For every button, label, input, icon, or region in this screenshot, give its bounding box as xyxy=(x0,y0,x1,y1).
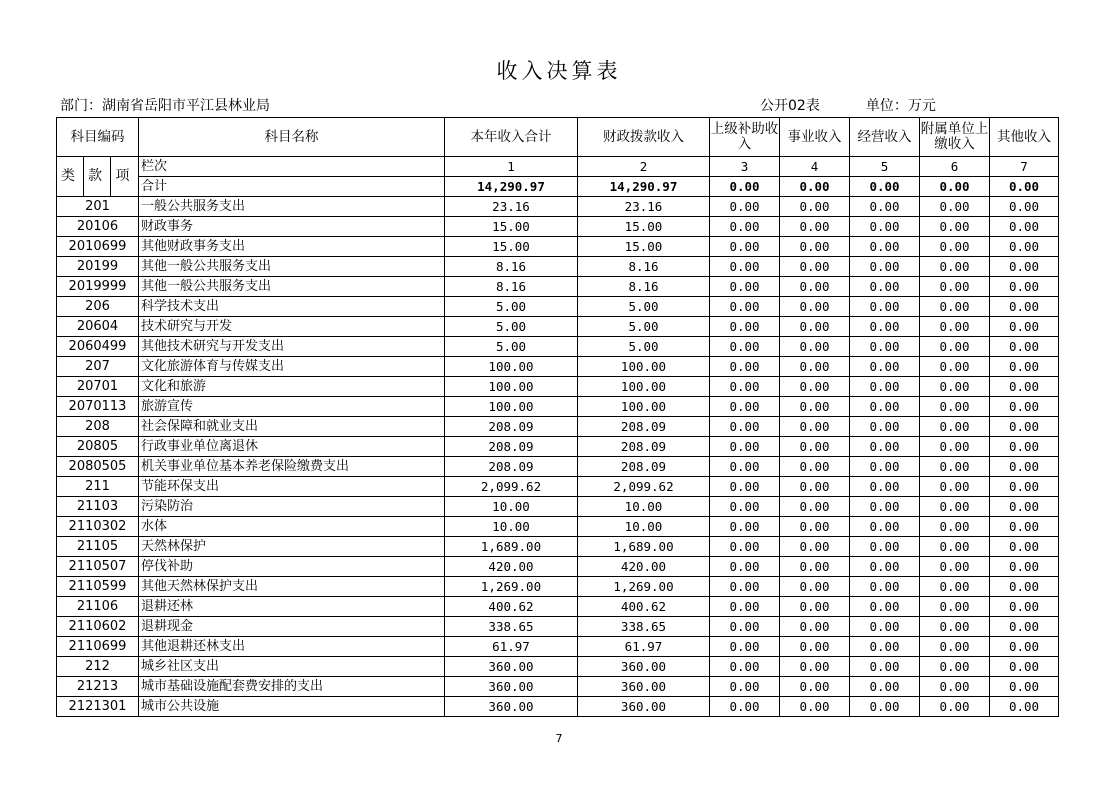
amount-cell: 0.00 xyxy=(780,297,850,317)
amount-cell: 8.16 xyxy=(578,277,710,297)
subject-name: 水体 xyxy=(139,517,445,537)
amount-cell: 0.00 xyxy=(710,397,780,417)
table-row xyxy=(57,397,1059,417)
amount-cell: 100.00 xyxy=(578,397,710,417)
amount-cell: 1,269.00 xyxy=(578,577,710,597)
amount-cell: 0.00 xyxy=(710,197,780,217)
amount-cell: 0.00 xyxy=(850,497,920,517)
amount-cell: 0.00 xyxy=(920,697,990,717)
table-row xyxy=(57,557,1059,577)
amount-cell: 0.00 xyxy=(710,697,780,717)
amount-cell: 0.00 xyxy=(780,237,850,257)
header-fiscal: 财政拨款收入 xyxy=(578,118,710,157)
subject-code: 2070113 xyxy=(57,397,139,417)
subject-code: 20604 xyxy=(57,317,139,337)
amount-cell: 0.00 xyxy=(920,577,990,597)
amount-cell: 0.00 xyxy=(710,377,780,397)
column-index: 6 xyxy=(920,157,990,177)
header-business: 事业收入 xyxy=(780,118,850,157)
amount-cell: 0.00 xyxy=(990,397,1059,417)
amount-cell: 0.00 xyxy=(920,537,990,557)
amount-cell: 0.00 xyxy=(780,397,850,417)
amount-cell: 0.00 xyxy=(710,617,780,637)
amount-cell: 338.65 xyxy=(578,617,710,637)
amount-cell: 0.00 xyxy=(710,477,780,497)
amount-cell: 0.00 xyxy=(990,457,1059,477)
amount-cell: 0.00 xyxy=(990,237,1059,257)
amount-cell: 0.00 xyxy=(780,497,850,517)
amount-cell: 5.00 xyxy=(445,297,578,317)
header-kuan: 款 xyxy=(84,157,111,197)
amount-cell: 0.00 xyxy=(920,397,990,417)
amount-cell: 0.00 xyxy=(780,197,850,217)
page-number: 7 xyxy=(555,732,563,745)
subject-code: 2110602 xyxy=(57,617,139,637)
subject-name: 一般公共服务支出 xyxy=(139,197,445,217)
amount-cell: 5.00 xyxy=(578,317,710,337)
subject-code: 2110599 xyxy=(57,577,139,597)
table-row xyxy=(57,217,1059,237)
amount-cell: 100.00 xyxy=(445,357,578,377)
amount-cell: 15.00 xyxy=(578,217,710,237)
amount-cell: 0.00 xyxy=(780,617,850,637)
amount-cell: 0.00 xyxy=(850,517,920,537)
amount-cell: 0.00 xyxy=(780,697,850,717)
subject-name: 污染防治 xyxy=(139,497,445,517)
amount-cell: 0.00 xyxy=(850,437,920,457)
amount-cell: 100.00 xyxy=(445,397,578,417)
subject-name: 退耕现金 xyxy=(139,617,445,637)
amount-cell: 0.00 xyxy=(920,657,990,677)
subject-name: 其他退耕还林支出 xyxy=(139,637,445,657)
amount-cell: 420.00 xyxy=(578,557,710,577)
subject-name: 退耕还林 xyxy=(139,597,445,617)
amount-cell: 0.00 xyxy=(990,557,1059,577)
total-value: 0.00 xyxy=(710,177,780,197)
amount-cell: 0.00 xyxy=(780,537,850,557)
amount-cell: 400.62 xyxy=(445,597,578,617)
amount-cell: 0.00 xyxy=(920,417,990,437)
amount-cell: 338.65 xyxy=(445,617,578,637)
amount-cell: 208.09 xyxy=(578,437,710,457)
amount-cell: 0.00 xyxy=(780,577,850,597)
amount-cell: 100.00 xyxy=(578,377,710,397)
amount-cell: 0.00 xyxy=(850,317,920,337)
subject-code: 2010699 xyxy=(57,237,139,257)
subject-name: 节能环保支出 xyxy=(139,477,445,497)
total-value: 0.00 xyxy=(780,177,850,197)
amount-cell: 0.00 xyxy=(780,377,850,397)
subject-code: 2110302 xyxy=(57,517,139,537)
amount-cell: 0.00 xyxy=(710,277,780,297)
table-row xyxy=(57,697,1059,717)
table-code: 公开02表 xyxy=(760,98,820,114)
table-row xyxy=(57,577,1059,597)
amount-cell: 61.97 xyxy=(578,637,710,657)
amount-cell: 0.00 xyxy=(780,557,850,577)
subject-code: 2060499 xyxy=(57,337,139,357)
column-index: 7 xyxy=(990,157,1059,177)
amount-cell: 0.00 xyxy=(710,457,780,477)
total-value: 0.00 xyxy=(850,177,920,197)
amount-cell: 0.00 xyxy=(920,557,990,577)
subject-code: 208 xyxy=(57,417,139,437)
amount-cell: 0.00 xyxy=(710,657,780,677)
subject-name: 旅游宣传 xyxy=(139,397,445,417)
revenue-table xyxy=(56,117,1059,717)
amount-cell: 0.00 xyxy=(850,537,920,557)
table-row xyxy=(57,477,1059,497)
amount-cell: 0.00 xyxy=(920,257,990,277)
amount-cell: 0.00 xyxy=(990,617,1059,637)
amount-cell: 2,099.62 xyxy=(445,477,578,497)
amount-cell: 0.00 xyxy=(990,257,1059,277)
amount-cell: 0.00 xyxy=(920,317,990,337)
subject-name: 技术研究与开发 xyxy=(139,317,445,337)
column-index: 3 xyxy=(710,157,780,177)
amount-cell: 0.00 xyxy=(920,337,990,357)
subject-code: 21103 xyxy=(57,497,139,517)
amount-cell: 2,099.62 xyxy=(578,477,710,497)
unit-label: 单位：万元 xyxy=(865,98,936,114)
subject-name: 其他技术研究与开发支出 xyxy=(139,337,445,357)
amount-cell: 0.00 xyxy=(990,217,1059,237)
subject-code: 2110507 xyxy=(57,557,139,577)
amount-cell: 10.00 xyxy=(578,497,710,517)
department-label: 部门：湖南省岳阳市平江县林业局 xyxy=(60,98,270,114)
amount-cell: 0.00 xyxy=(920,377,990,397)
amount-cell: 360.00 xyxy=(445,677,578,697)
amount-cell: 15.00 xyxy=(445,217,578,237)
amount-cell: 1,689.00 xyxy=(578,537,710,557)
amount-cell: 0.00 xyxy=(920,677,990,697)
subject-name: 社会保障和就业支出 xyxy=(139,417,445,437)
table-row xyxy=(57,537,1059,557)
amount-cell: 0.00 xyxy=(850,457,920,477)
amount-cell: 360.00 xyxy=(578,657,710,677)
amount-cell: 0.00 xyxy=(710,417,780,437)
subject-code: 212 xyxy=(57,657,139,677)
amount-cell: 0.00 xyxy=(780,597,850,617)
amount-cell: 8.16 xyxy=(445,277,578,297)
amount-cell: 0.00 xyxy=(990,517,1059,537)
amount-cell: 0.00 xyxy=(920,497,990,517)
table-row xyxy=(57,677,1059,697)
amount-cell: 100.00 xyxy=(445,377,578,397)
amount-cell: 0.00 xyxy=(920,277,990,297)
subject-name: 城市公共设施 xyxy=(139,697,445,717)
amount-cell: 0.00 xyxy=(850,357,920,377)
table-row xyxy=(57,257,1059,277)
amount-cell: 61.97 xyxy=(445,637,578,657)
table-row xyxy=(57,357,1059,377)
amount-cell: 0.00 xyxy=(920,357,990,377)
amount-cell: 360.00 xyxy=(578,697,710,717)
table-body xyxy=(57,118,1059,717)
amount-cell: 208.09 xyxy=(445,437,578,457)
amount-cell: 0.00 xyxy=(850,677,920,697)
header-superior: 上级补助收入 xyxy=(710,118,780,157)
subject-name: 城市基础设施配套费安排的支出 xyxy=(139,677,445,697)
amount-cell: 0.00 xyxy=(710,437,780,457)
total-value: 0.00 xyxy=(990,177,1059,197)
amount-cell: 0.00 xyxy=(990,677,1059,697)
amount-cell: 0.00 xyxy=(710,337,780,357)
amount-cell: 0.00 xyxy=(990,277,1059,297)
header-affiliate: 附属单位上缴收入 xyxy=(920,118,990,157)
subject-code: 21106 xyxy=(57,597,139,617)
amount-cell: 208.09 xyxy=(578,417,710,437)
amount-cell: 0.00 xyxy=(780,317,850,337)
amount-cell: 0.00 xyxy=(850,337,920,357)
amount-cell: 0.00 xyxy=(710,517,780,537)
amount-cell: 0.00 xyxy=(710,597,780,617)
column-index: 2 xyxy=(578,157,710,177)
amount-cell: 0.00 xyxy=(850,657,920,677)
header-xiang: 项 xyxy=(111,157,139,197)
amount-cell: 0.00 xyxy=(850,417,920,437)
subject-name: 其他一般公共服务支出 xyxy=(139,257,445,277)
amount-cell: 0.00 xyxy=(920,217,990,237)
amount-cell: 0.00 xyxy=(990,497,1059,517)
amount-cell: 208.09 xyxy=(445,457,578,477)
subject-name: 机关事业单位基本养老保险缴费支出 xyxy=(139,457,445,477)
amount-cell: 0.00 xyxy=(850,597,920,617)
amount-cell: 100.00 xyxy=(578,357,710,377)
amount-cell: 0.00 xyxy=(710,357,780,377)
subject-code: 206 xyxy=(57,297,139,317)
amount-cell: 0.00 xyxy=(990,377,1059,397)
table-row xyxy=(57,517,1059,537)
amount-cell: 15.00 xyxy=(445,237,578,257)
amount-cell: 208.09 xyxy=(578,457,710,477)
amount-cell: 0.00 xyxy=(920,457,990,477)
subject-code: 207 xyxy=(57,357,139,377)
amount-cell: 0.00 xyxy=(850,297,920,317)
amount-cell: 0.00 xyxy=(850,617,920,637)
amount-cell: 5.00 xyxy=(578,337,710,357)
amount-cell: 0.00 xyxy=(990,597,1059,617)
column-index-label: 栏次 xyxy=(139,157,445,177)
table-row xyxy=(57,457,1059,477)
amount-cell: 5.00 xyxy=(578,297,710,317)
subject-code: 2121301 xyxy=(57,697,139,717)
amount-cell: 0.00 xyxy=(990,577,1059,597)
amount-cell: 0.00 xyxy=(850,237,920,257)
total-value: 0.00 xyxy=(920,177,990,197)
total-value: 14,290.97 xyxy=(578,177,710,197)
amount-cell: 8.16 xyxy=(578,257,710,277)
subject-name: 其他天然林保护支出 xyxy=(139,577,445,597)
amount-cell: 360.00 xyxy=(578,677,710,697)
amount-cell: 0.00 xyxy=(780,637,850,657)
table-row xyxy=(57,277,1059,297)
amount-cell: 1,689.00 xyxy=(445,537,578,557)
subject-name: 其他一般公共服务支出 xyxy=(139,277,445,297)
amount-cell: 0.00 xyxy=(850,257,920,277)
subject-code: 20199 xyxy=(57,257,139,277)
amount-cell: 0.00 xyxy=(850,197,920,217)
amount-cell: 5.00 xyxy=(445,317,578,337)
amount-cell: 0.00 xyxy=(780,277,850,297)
amount-cell: 0.00 xyxy=(850,377,920,397)
amount-cell: 0.00 xyxy=(920,597,990,617)
amount-cell: 23.16 xyxy=(445,197,578,217)
table-row xyxy=(57,337,1059,357)
subject-code: 201 xyxy=(57,197,139,217)
subject-code: 21105 xyxy=(57,537,139,557)
table-row xyxy=(57,437,1059,457)
amount-cell: 0.00 xyxy=(920,197,990,217)
column-index: 1 xyxy=(445,157,578,177)
subject-name: 财政事务 xyxy=(139,217,445,237)
amount-cell: 0.00 xyxy=(780,657,850,677)
amount-cell: 10.00 xyxy=(578,517,710,537)
subject-code: 211 xyxy=(57,477,139,497)
header-code: 科目编码 xyxy=(57,118,139,157)
subject-code: 21213 xyxy=(57,677,139,697)
total-value: 14,290.97 xyxy=(445,177,578,197)
amount-cell: 0.00 xyxy=(780,477,850,497)
amount-cell: 0.00 xyxy=(920,637,990,657)
amount-cell: 23.16 xyxy=(578,197,710,217)
header-total: 本年收入合计 xyxy=(445,118,578,157)
amount-cell: 0.00 xyxy=(850,477,920,497)
subject-name: 文化和旅游 xyxy=(139,377,445,397)
amount-cell: 0.00 xyxy=(990,317,1059,337)
total-label: 合计 xyxy=(139,177,445,197)
amount-cell: 0.00 xyxy=(710,537,780,557)
amount-cell: 420.00 xyxy=(445,557,578,577)
amount-cell: 0.00 xyxy=(920,477,990,497)
amount-cell: 0.00 xyxy=(780,357,850,377)
table-row xyxy=(57,597,1059,617)
subject-name: 天然林保护 xyxy=(139,537,445,557)
page-title: 收入决算表 xyxy=(496,59,622,83)
amount-cell: 1,269.00 xyxy=(445,577,578,597)
amount-cell: 0.00 xyxy=(990,437,1059,457)
amount-cell: 10.00 xyxy=(445,497,578,517)
amount-cell: 0.00 xyxy=(920,617,990,637)
amount-cell: 0.00 xyxy=(850,277,920,297)
amount-cell: 15.00 xyxy=(578,237,710,257)
table-row xyxy=(57,637,1059,657)
amount-cell: 5.00 xyxy=(445,337,578,357)
subject-code: 2019999 xyxy=(57,277,139,297)
table-row xyxy=(57,377,1059,397)
amount-cell: 0.00 xyxy=(850,637,920,657)
amount-cell: 0.00 xyxy=(780,217,850,237)
amount-cell: 0.00 xyxy=(990,537,1059,557)
amount-cell: 0.00 xyxy=(920,237,990,257)
amount-cell: 0.00 xyxy=(920,437,990,457)
amount-cell: 10.00 xyxy=(445,517,578,537)
amount-cell: 0.00 xyxy=(710,497,780,517)
subject-name: 停伐补助 xyxy=(139,557,445,577)
amount-cell: 0.00 xyxy=(990,337,1059,357)
subject-code: 20805 xyxy=(57,437,139,457)
amount-cell: 0.00 xyxy=(990,477,1059,497)
subject-code: 20106 xyxy=(57,217,139,237)
amount-cell: 0.00 xyxy=(710,637,780,657)
subject-code: 2110699 xyxy=(57,637,139,657)
amount-cell: 400.62 xyxy=(578,597,710,617)
amount-cell: 0.00 xyxy=(990,657,1059,677)
subject-code: 20701 xyxy=(57,377,139,397)
total-row xyxy=(57,177,1059,197)
amount-cell: 360.00 xyxy=(445,657,578,677)
amount-cell: 0.00 xyxy=(990,297,1059,317)
table-row xyxy=(57,237,1059,257)
amount-cell: 8.16 xyxy=(445,257,578,277)
amount-cell: 0.00 xyxy=(850,217,920,237)
header-operating: 经营收入 xyxy=(850,118,920,157)
amount-cell: 0.00 xyxy=(990,357,1059,377)
header-name: 科目名称 xyxy=(139,118,445,157)
amount-cell: 0.00 xyxy=(920,517,990,537)
amount-cell: 0.00 xyxy=(780,257,850,277)
amount-cell: 0.00 xyxy=(850,697,920,717)
subject-name: 行政事业单位离退休 xyxy=(139,437,445,457)
table-row xyxy=(57,497,1059,517)
amount-cell: 0.00 xyxy=(990,697,1059,717)
table-row xyxy=(57,317,1059,337)
amount-cell: 208.09 xyxy=(445,417,578,437)
subject-name: 文化旅游体育与传媒支出 xyxy=(139,357,445,377)
amount-cell: 0.00 xyxy=(780,437,850,457)
table-row xyxy=(57,617,1059,637)
amount-cell: 0.00 xyxy=(780,417,850,437)
table-meta xyxy=(760,95,936,115)
amount-cell: 0.00 xyxy=(920,297,990,317)
amount-cell: 360.00 xyxy=(445,697,578,717)
amount-cell: 0.00 xyxy=(990,637,1059,657)
subject-name: 科学技术支出 xyxy=(139,297,445,317)
amount-cell: 0.00 xyxy=(710,257,780,277)
table-row xyxy=(57,657,1059,677)
header-other: 其他收入 xyxy=(990,118,1059,157)
amount-cell: 0.00 xyxy=(710,237,780,257)
amount-cell: 0.00 xyxy=(710,317,780,337)
amount-cell: 0.00 xyxy=(780,457,850,477)
subject-name: 城乡社区支出 xyxy=(139,657,445,677)
subject-code: 2080505 xyxy=(57,457,139,477)
header-row xyxy=(57,118,1059,157)
amount-cell: 0.00 xyxy=(710,677,780,697)
amount-cell: 0.00 xyxy=(850,557,920,577)
amount-cell: 0.00 xyxy=(710,557,780,577)
amount-cell: 0.00 xyxy=(850,577,920,597)
column-index-row xyxy=(57,157,1059,177)
amount-cell: 0.00 xyxy=(710,217,780,237)
column-index: 4 xyxy=(780,157,850,177)
table-row xyxy=(57,417,1059,437)
column-index: 5 xyxy=(850,157,920,177)
subject-name: 其他财政事务支出 xyxy=(139,237,445,257)
table-row xyxy=(57,297,1059,317)
amount-cell: 0.00 xyxy=(850,397,920,417)
amount-cell: 0.00 xyxy=(780,517,850,537)
table-row xyxy=(57,197,1059,217)
header-lei: 类 xyxy=(57,157,84,197)
amount-cell: 0.00 xyxy=(710,297,780,317)
amount-cell: 0.00 xyxy=(710,577,780,597)
amount-cell: 0.00 xyxy=(990,197,1059,217)
amount-cell: 0.00 xyxy=(990,417,1059,437)
amount-cell: 0.00 xyxy=(780,337,850,357)
amount-cell: 0.00 xyxy=(780,677,850,697)
